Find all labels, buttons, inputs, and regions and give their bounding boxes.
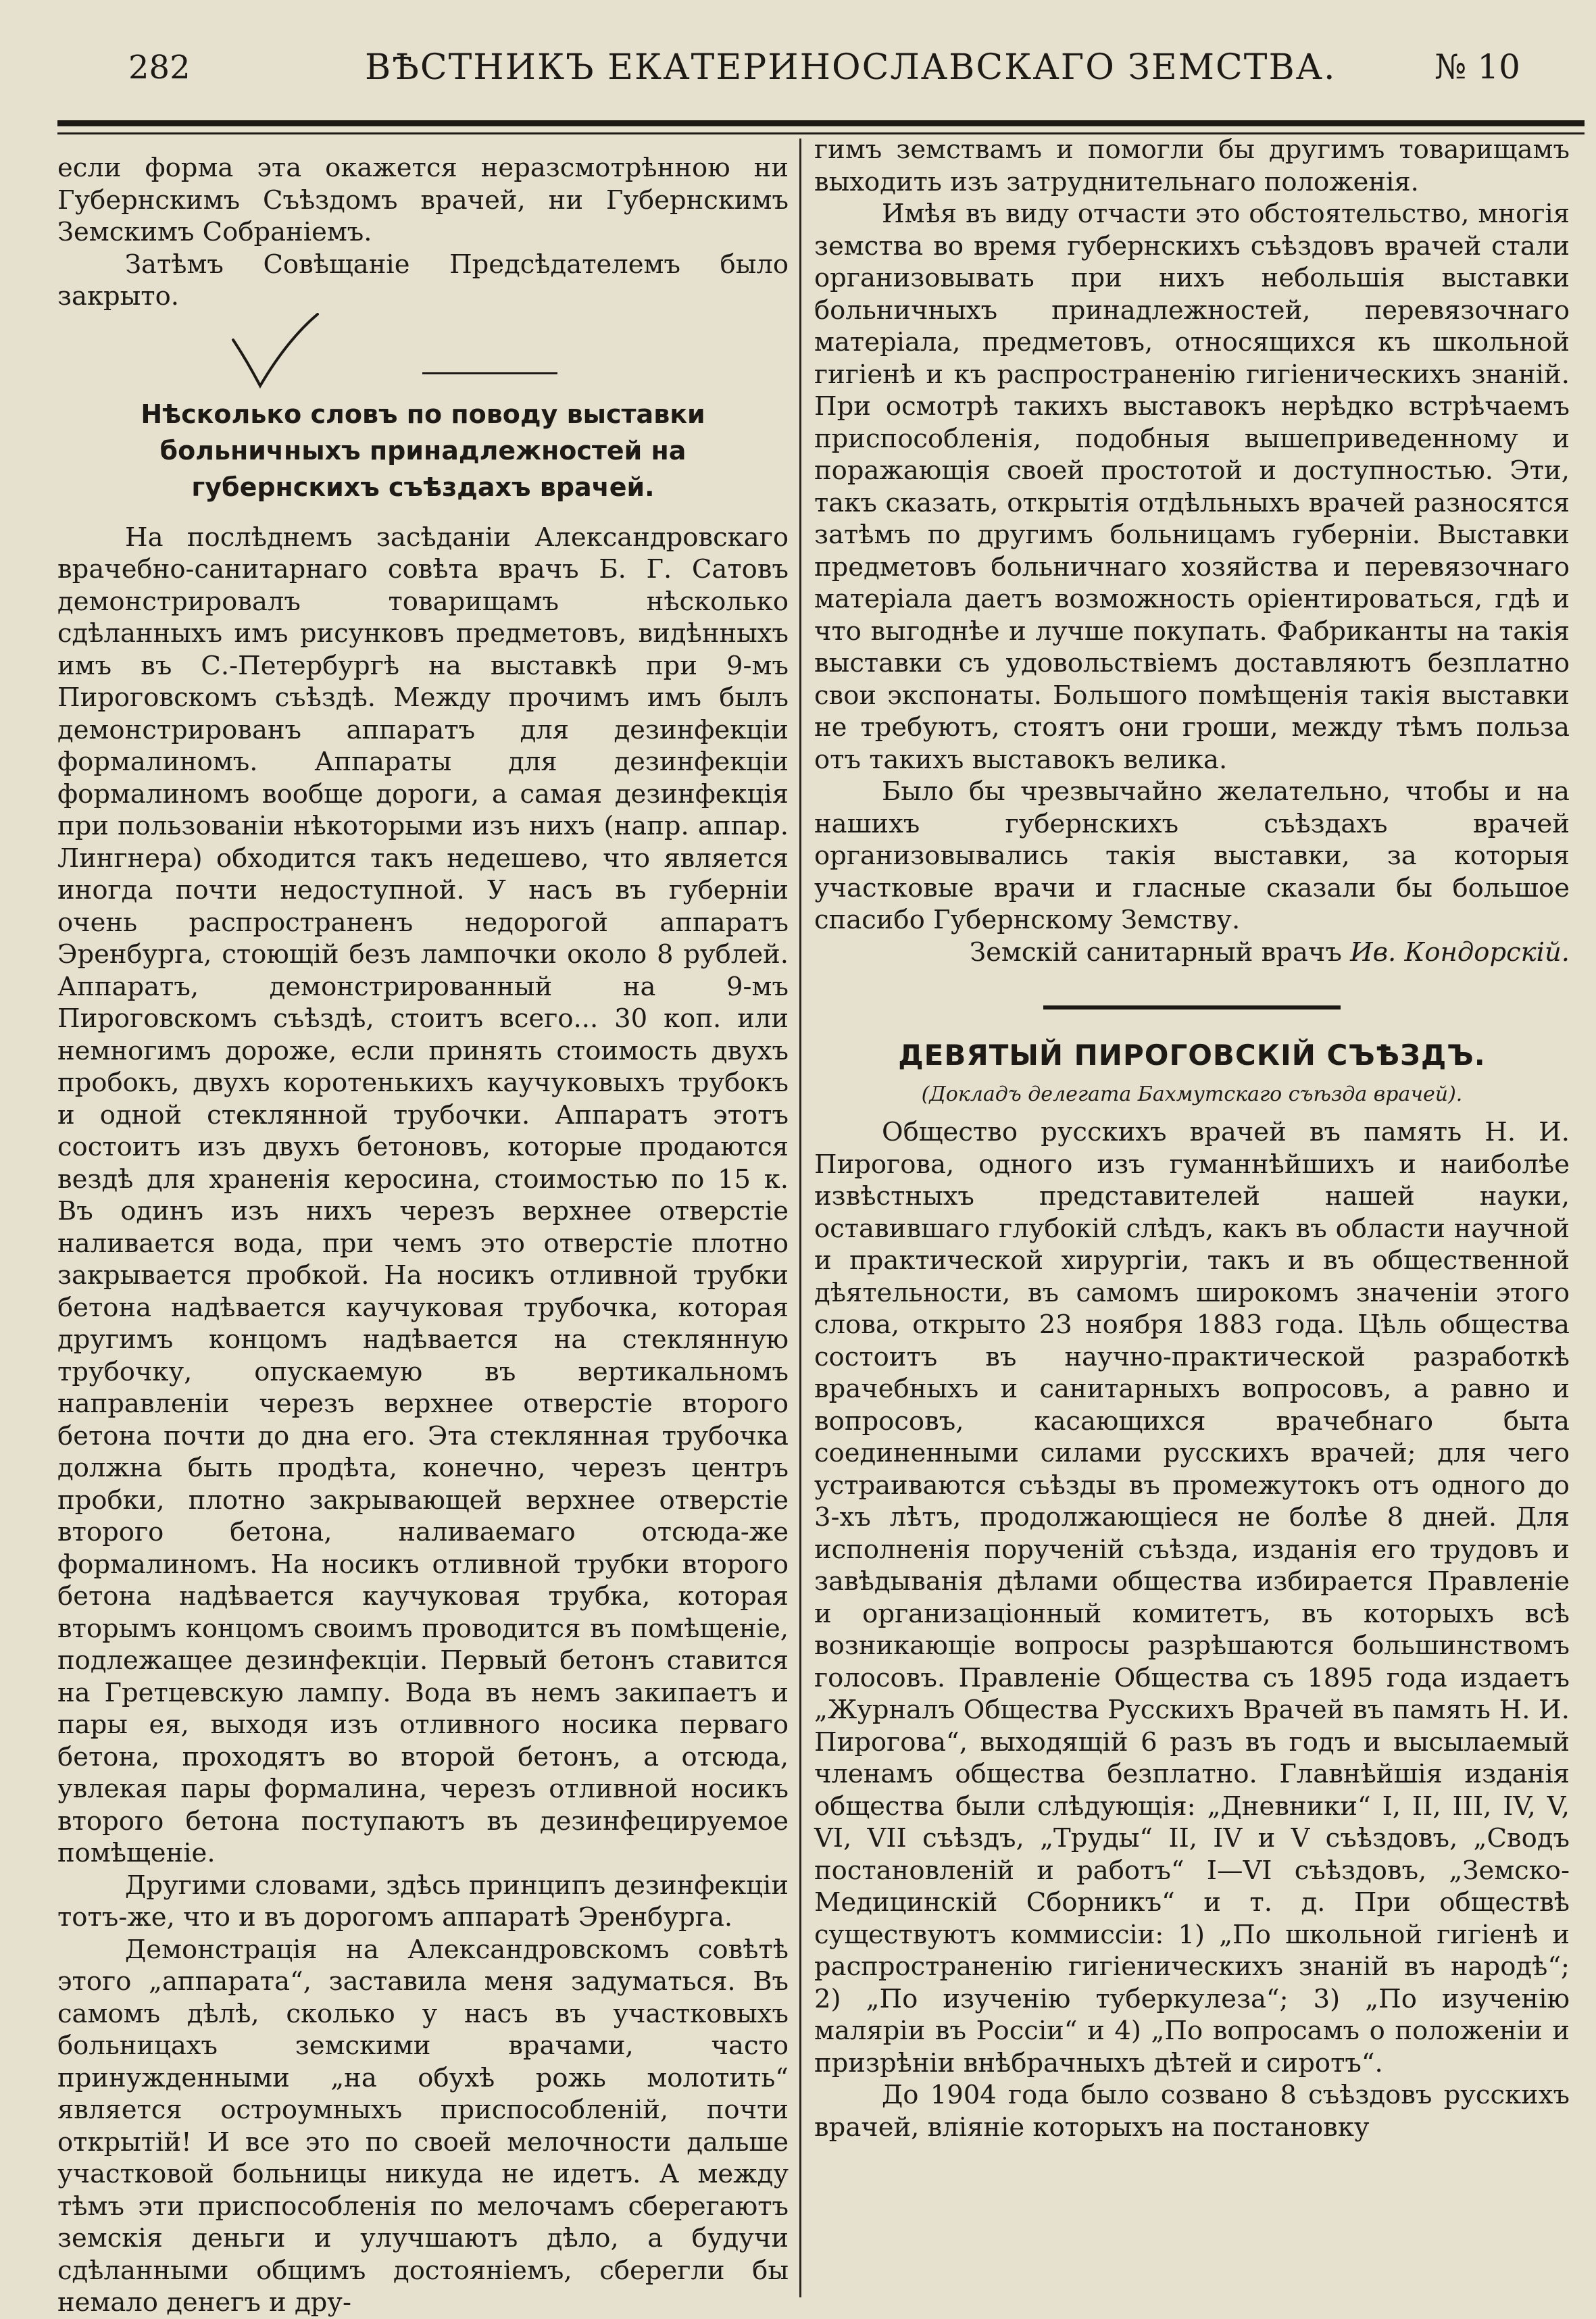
- article-paragraph-3: Демонстрація на Александровскомъ совѣтѣ этого „аппарата“, заставила меня задуматься. Въ самомъ дѣлѣ, сколько у насъ въ участковыхъ больницахъ земскими врачами, часто принужденными „на обухѣ рожь молотить“ является остроумныхъ приспособленій, почти открытій! И все это по своей мелочности дальше участковой больницы никуда не идетъ. А между тѣмъ эти приспособленія по мелочамъ сберегаютъ земскія деньги и улучшаютъ дѣло, а будучи сдѣланными общимъ достояніемъ, сберегли бы немало денегъ и дру-: [57, 1934, 789, 2318]
- page-header: [122, 47, 1527, 101]
- article-paragraph-1: На послѣднемъ засѣданіи Александровскаго врачебно-санитарнаго совѣта врачъ Б. Г. Сатовъ демонстрировалъ товарищамъ нѣсколько сдѣланныхъ имъ рисунковъ предметовъ, видѣнныхъ имъ въ С.-Петербургѣ на выставкѣ при 9-мъ Пироговскомъ съѣздѣ. Между прочимъ имъ былъ демонстрированъ аппаратъ для дезинфекціи формалиномъ. Аппараты для дезинфекціи формалиномъ вообще дороги, а самая дезинфекція при пользованіи нѣкоторыми изъ нихъ (напр. аппар. Лингнера) обходится такъ недешево, что является иногда почти недоступной. У насъ въ губерніи очень распространенъ недорогой аппаратъ Эренбурга, стоющій безъ лампочки около 8 рублей. Аппаратъ, демонстрированный на 9-мъ Пироговскомъ съѣздѣ, стоитъ всего... 30 коп. или немногимъ дороже, если принять стоимость двухъ пробокъ, двухъ коротенькихъ каучуковыхъ трубокъ и одной стеклянной трубочки. Аппаратъ этотъ состоитъ изъ двухъ бетоновъ, которые продаются вездѣ для храненія керосина, стоимостью по 15 к. Въ одинъ изъ нихъ черезъ верхнее отверстіе наливается вода, при чемъ это отверстіе плотно закрывается пробкой. На носикъ отливной трубки бетона надѣвается каучуковая трубочка, которая другимъ концомъ надѣвается на стеклянную трубочку, опускаемую въ вертикальномъ направленіи черезъ верхнее отверстіе второго бетона почти до дна его. Эта стеклянная трубочка должна быть продѣта, конечно, черезъ центръ пробки, плотно закрывающей верхнее отверстіе второго бетона, наливаемаго отсюда-же формалиномъ. На носикъ отливной трубки второго бетона надѣвается каучуковая трубка, которая вторымъ концомъ своимъ проводится въ помѣщеніе, подлежащее дезинфекціи. Первый бетонъ ставится на Гретцевскую лампу. Вода въ немъ закипаетъ и пары ея, выходя изъ отливного носика перваго бетона, проходятъ во второй бетонъ, а отсюда, увлекая пары формалина, черезъ отливной носикъ второго бетона поступаютъ въ дезинфецируемое помѣщеніе.: [57, 522, 789, 1868]
- checkmark-row: [57, 313, 789, 391]
- section-title: ДЕВЯТЫЙ ПИРОГОВСКІЙ СЪѢЗДЪ.: [898, 1039, 1486, 1072]
- section-paragraph-2: До 1904 года было созвано 8 съѣздовъ русскихъ врачей, вліяніе которыхъ на постановку: [814, 2080, 1570, 2143]
- left-column: [57, 152, 789, 2319]
- section-subtitle: (Докладъ делегата Бахмутскаго съѣзда врачей).: [921, 1082, 1463, 1106]
- intro-paragraph: если форма эта окажется неразсмотрѣнною ни Губернскимъ Съѣздомъ врачей, ни Губернскимъ Земскимъ Собраніемъ.: [57, 153, 789, 247]
- continued-paragraph: гимъ земствамъ и помогли бы другимъ товарищамъ выходить изъ затруднительнаго положенія.: [814, 134, 1570, 197]
- signature-role: Земскій санитарный врачъ: [970, 937, 1342, 968]
- separator-dash: [422, 372, 557, 374]
- header-rule-thick: [57, 120, 1585, 126]
- closing-paragraph: Затѣмъ Совѣщаніе Предсѣдателемъ было закрыто.: [57, 249, 789, 311]
- column-divider: [799, 139, 801, 2297]
- article-paragraph-5: Было бы чрезвычайно желательно, чтобы и на нашихъ губернскихъ съѣздахъ врачей организовывались такія выставки, за которыя участковые врачи и гласные сказали бы большое спасибо Губернскому Земству.: [814, 776, 1570, 935]
- right-column: [814, 134, 1570, 2143]
- issue-number: № 10: [1435, 47, 1520, 86]
- signature: [814, 937, 1570, 969]
- journal-title: ВѢСТНИКЪ ЕКАТЕРИНОСЛАВСКАГО ЗЕМСТВА.: [365, 47, 1337, 88]
- page-number: 282: [128, 49, 191, 86]
- signature-name: Ив. Кондорскій.: [1350, 937, 1570, 968]
- article-paragraph-4: Имѣя въ виду отчасти это обстоятельство, многія земства во время губернскихъ съѣздовъ врачей стали организовывать при нихъ небольшія выставки больничныхъ принадлежностей, перевязочнаго матеріала, предметовъ, относящихся къ школьной гигіенѣ и къ распространенію гигіеническихъ знаній. При осмотрѣ такихъ выставокъ нерѣдко встрѣчаемъ приспособленія, подобныя вышеприведенному и поражающія своей простотой и доступностью. Эти, такъ сказать, открытія отдѣльныхъ врачей разносятся затѣмъ по другимъ больницамъ губерніи. Выставки предметовъ больничнаго хозяйства и перевязочнаго матеріала даетъ возможность оріентироваться, гдѣ и что выгоднѣе и лучше покупать. Фабриканты на такія выставки съ удовольствіемъ доставляютъ безплатно свои экспонаты. Большого помѣщенія такія выставки не требуютъ, стоятъ они гроши, между тѣмъ польза отъ такихъ выставокъ велика.: [814, 199, 1570, 775]
- article-title: Нѣсколько словъ по поводу выставки больничныхъ принадлежностей на губернскихъ съѣздахъ врачей.: [141, 399, 705, 502]
- checkmark-icon: [220, 313, 355, 391]
- article-paragraph-2: Другими словами, здѣсь принципъ дезинфекціи тотъ-же, что и въ дорогомъ аппаратѣ Эренбурга.: [57, 1870, 789, 1932]
- section-divider: [1043, 1005, 1341, 1009]
- section-paragraph-1: Общество русскихъ врачей въ память Н. И. Пирогова, одного изъ гуманнѣйшихъ и наиболѣе извѣстныхъ представителей нашей науки, оставившаго глубокій слѣдъ, какъ въ области научной и практической хирургіи, такъ и въ общественной дѣятельности, въ самомъ широкомъ значеніи этого слова, открыто 23 ноября 1883 года. Цѣль общества состоитъ въ научно-практической разработкѣ врачебныхъ и санитарныхъ вопросовъ, а равно и вопросовъ, касающихся врачебнаго быта соединенными силами русскихъ врачей; для чего устраиваются съѣзды въ промежутокъ отъ одного до 3-хъ лѣтъ, продолжающіеся не болѣе 8 дней. Для исполненія порученій съѣзда, изданія его трудовъ и завѣдыванія дѣлами общества избирается Правленіе и организаціонный комитетъ, въ которыхъ всѣ возникающіе вопросы разрѣшаются большинствомъ голосовъ. Правленіе Общества съ 1895 года издаетъ „Журналъ Общества Русскихъ Врачей въ память Н. И. Пирогова“, выходящій 6 разъ въ годъ и высылаемый членамъ общества безплатно. Главнѣйшія изданія общества были слѣдующія: „Дневники“ I, II, III, IV, V, VI, VII съѣздъ, „Труды“ II, IV и V съѣздовъ, „Сводъ постановленій и работъ“ I—VI съѣздовъ, „Земско-Медицинскій Сборникъ“ и т. д. При обществѣ существуютъ коммиссіи: 1) „По школьной гигіенѣ и распространенію гигіеническихъ знаній въ народѣ“; 2) „По изученію туберкулеза“; 3) „По изученію малярiи въ Россіи“ и 4) „По вопросамъ о положеніи и призрѣніи внѣбрачныхъ дѣтей и сиротъ“.: [814, 1117, 1570, 2078]
